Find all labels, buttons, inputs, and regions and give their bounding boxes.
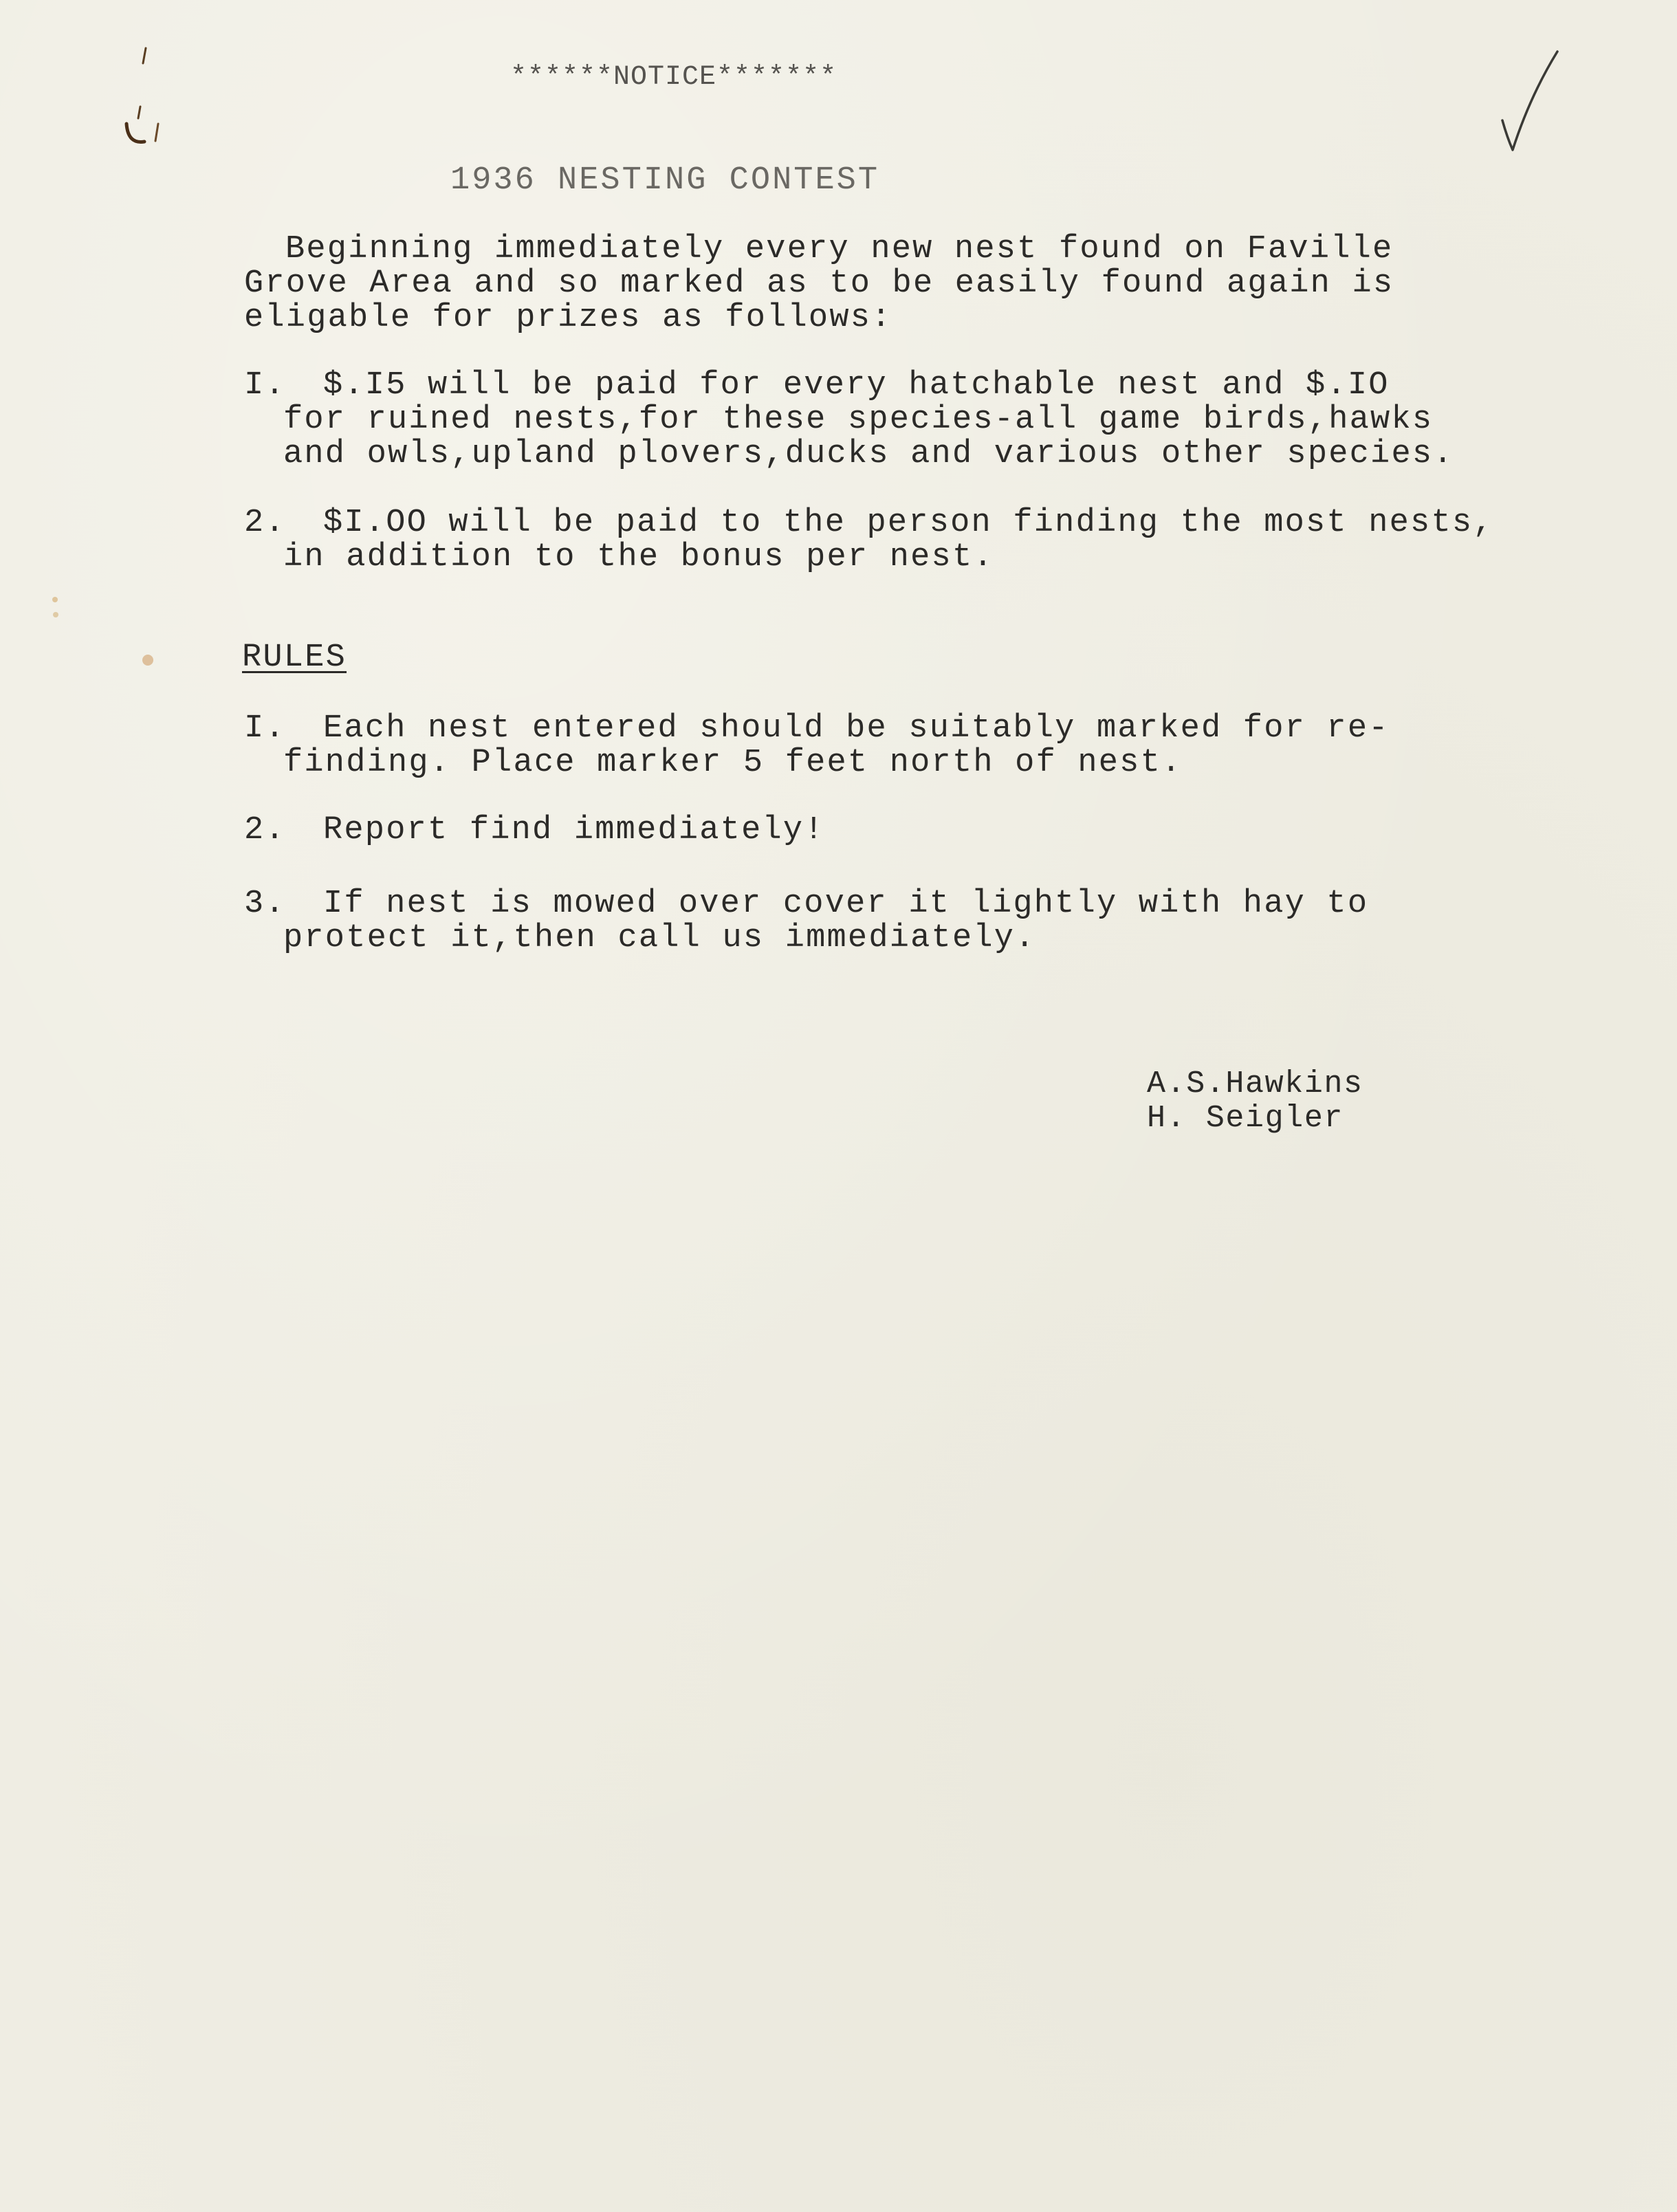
notice-header: ******NOTICE*******: [510, 62, 837, 93]
intro-line-3: eligable for prizes as follows:: [244, 300, 892, 336]
rule-3-number: 3.: [244, 886, 286, 922]
signature-1: A.S.Hawkins: [1147, 1066, 1363, 1102]
intro-line-1: Beginning immediately every new nest found on Faville: [285, 231, 1394, 267]
prize-1-line-3: and owls,upland plovers,ducks and various other species.: [283, 436, 1454, 472]
ink-spot: [134, 646, 162, 674]
rule-1-number: I.: [244, 710, 286, 747]
signature-2: H. Seigler: [1147, 1101, 1344, 1136]
page-title: 1936 NESTING CONTEST: [450, 162, 880, 199]
prize-2-number: 2.: [244, 505, 286, 541]
prize-1-line-2: for ruined nests,for these species-all game birds,hawks: [283, 402, 1434, 438]
prize-1-number: I.: [244, 367, 286, 404]
checkmark-icon: [1492, 41, 1575, 165]
rule-2-line-1: Report find immediately!: [323, 812, 825, 848]
rule-3-line-1: If nest is mowed over cover it lightly with hay to: [323, 886, 1369, 922]
ink-spot-left-edge: [45, 591, 66, 633]
prize-1-line-1: $.I5 will be paid for every hatchable nest and $.IO: [323, 367, 1390, 404]
rule-3-line-2: protect it,then call us immediately.: [283, 920, 1036, 956]
rule-1-line-2: finding. Place marker 5 feet north of nest.: [283, 745, 1183, 781]
rule-2-number: 2.: [244, 812, 286, 848]
rule-1-line-1: Each nest entered should be suitably marked for re-: [323, 710, 1390, 747]
prize-2-line-2: in addition to the bonus per nest.: [283, 539, 994, 576]
prize-2-line-1: $I.OO will be paid to the person finding the most nests,: [323, 505, 1494, 541]
intro-line-2: Grove Area and so marked as to be easily found again is: [244, 265, 1394, 302]
pencil-mark-top-left: [117, 41, 179, 158]
rules-heading: RULES: [242, 639, 347, 676]
